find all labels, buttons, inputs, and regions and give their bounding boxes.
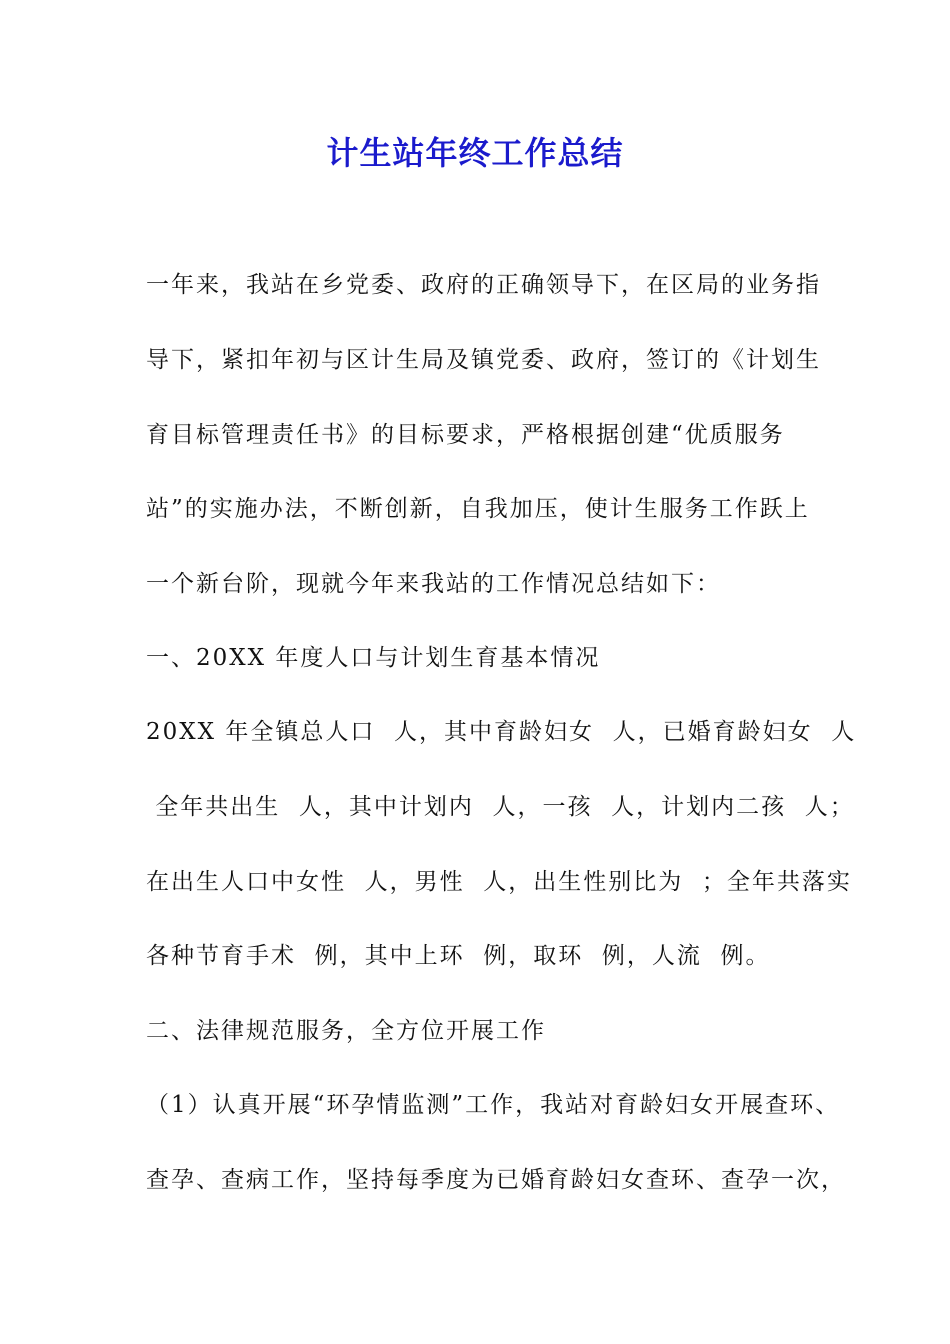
section-heading: 一、20XX 年度人口与计划生育基本情况	[146, 645, 601, 671]
body-line: 各种节育手术 例，其中上环 例，取环 例，人流 例。	[146, 943, 771, 969]
body-line: 20XX 年全镇总人口 人，其中育龄妇女 人，已婚育龄妇女 人	[146, 719, 857, 745]
body-line: 一年来，我站在乡党委、政府的正确领导下，在区局的业务指	[146, 272, 821, 298]
document-title: 计生站年终工作总结	[326, 134, 624, 172]
body-line: 一个新台阶，现就今年来我站的工作情况总结如下：	[146, 571, 721, 597]
body-line: 导下，紧扣年初与区计生局及镇党委、政府，签订的《计划生	[146, 347, 821, 373]
body-line: 育目标管理责任书》的目标要求，严格根据创建“优质服务	[146, 422, 785, 448]
body-line: 在出生人口中女性 人，男性 人，出生性别比为 ；全年共落实	[146, 869, 852, 895]
body-line: （1）认真开展“环孕情监测”工作，我站对育龄妇女开展查环、	[146, 1092, 841, 1118]
body-line: 站”的实施办法，不断创新，自我加压，使计生服务工作跃上	[146, 496, 810, 522]
section-heading: 二、法律规范服务，全方位开展工作	[146, 1018, 546, 1044]
body-line: 查孕、查病工作，坚持每季度为已婚育龄妇女查环、查孕一次，	[146, 1167, 846, 1193]
body-line: 全年共出生 人，其中计划内 人，一孩 人，计划内二孩 人；	[146, 794, 855, 820]
